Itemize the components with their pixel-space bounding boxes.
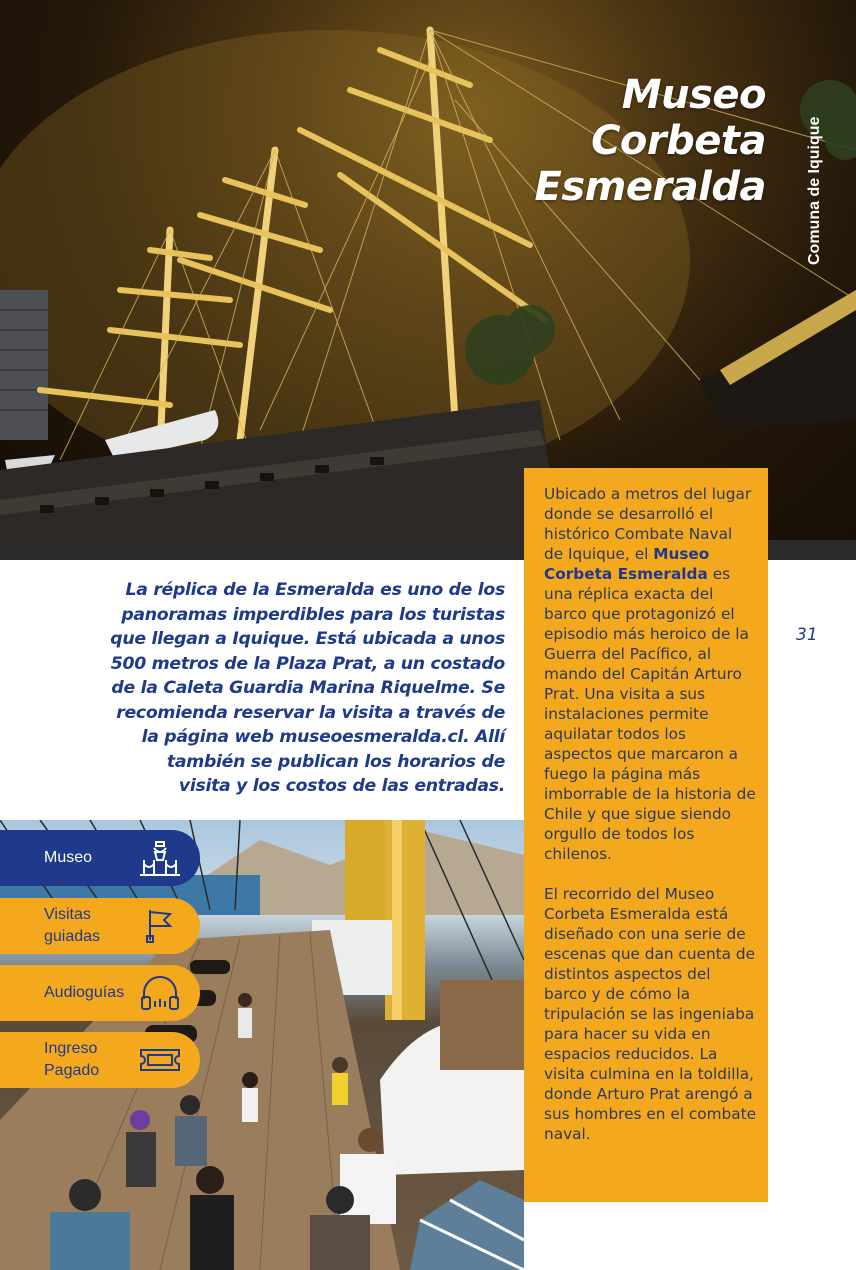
pill-ingreso-pagado bbox=[0, 1032, 200, 1088]
pill-audioguias bbox=[0, 965, 200, 1021]
body-p1-end: es una réplica exacta del barco que protagonizó el episodio más heroico de la Guerra del Pacífico, al mando del Capitán Arturo Prat. Una visita a sus instalaciones permite aquilatar todos los aspectos que marcaron a fuego la página más imborrable de la historia de Chile y que sigue siendo orgullo de todos los chilenos. bbox=[544, 565, 756, 863]
body-paragraph-2: El recorrido del Museo Corbeta Esmeralda está diseñado con una serie de escenas que dan cuenta de distintos aspectos del barco y de cómo la tripulación se las ingeniaba para hacer su vida en espacios reducidos. La visita culmina en la toldilla, donde Arturo Prat arengó a sus hombres en el combate naval. bbox=[544, 885, 757, 1143]
pill-ingreso-label: Ingreso Pagado bbox=[44, 1040, 100, 1079]
pill-visitas-guiadas bbox=[0, 898, 200, 954]
pill-visitas-label: Visitas guiadas bbox=[44, 906, 101, 945]
body-paragraph-1 bbox=[544, 484, 756, 864]
headphones-icon bbox=[138, 973, 182, 1013]
body-p1-start: Ubicado a metros del lugar donde se desarrolló el histórico Combate Naval de Iquique, el bbox=[544, 485, 752, 563]
page-number: 31 bbox=[796, 625, 818, 645]
title-line-2: Corbeta bbox=[591, 118, 766, 164]
intro-paragraph: La réplica de la Esmeralda es uno de los panoramas imperdibles para los turistas que llegan a Iquique. Está ubicada a unos 500 metros de la Plaza Prat, a un costado de la Caleta Guardia Marina Riquelme. Se recomienda reservar la visita a través de la página web museoesmeralda.cl. Allí también se publican los horarios de visita y los costos de las entradas. bbox=[110, 580, 505, 796]
title-line-1: Museo bbox=[621, 72, 766, 118]
body-p1-bold: Museo Corbeta Esmeralda bbox=[544, 545, 710, 583]
title-line-3: Esmeralda bbox=[534, 164, 766, 210]
page-title bbox=[535, 72, 767, 210]
pill-audioguias-label: Audioguías bbox=[44, 984, 125, 1001]
museum-icon bbox=[138, 838, 182, 878]
pill-museo bbox=[0, 830, 200, 886]
body-text-column bbox=[524, 468, 768, 1202]
ticket-icon bbox=[138, 1040, 182, 1080]
pill-museo-label: Museo bbox=[44, 849, 93, 866]
section-label: Comuna de Iquique bbox=[806, 116, 823, 265]
flag-icon bbox=[138, 906, 182, 946]
